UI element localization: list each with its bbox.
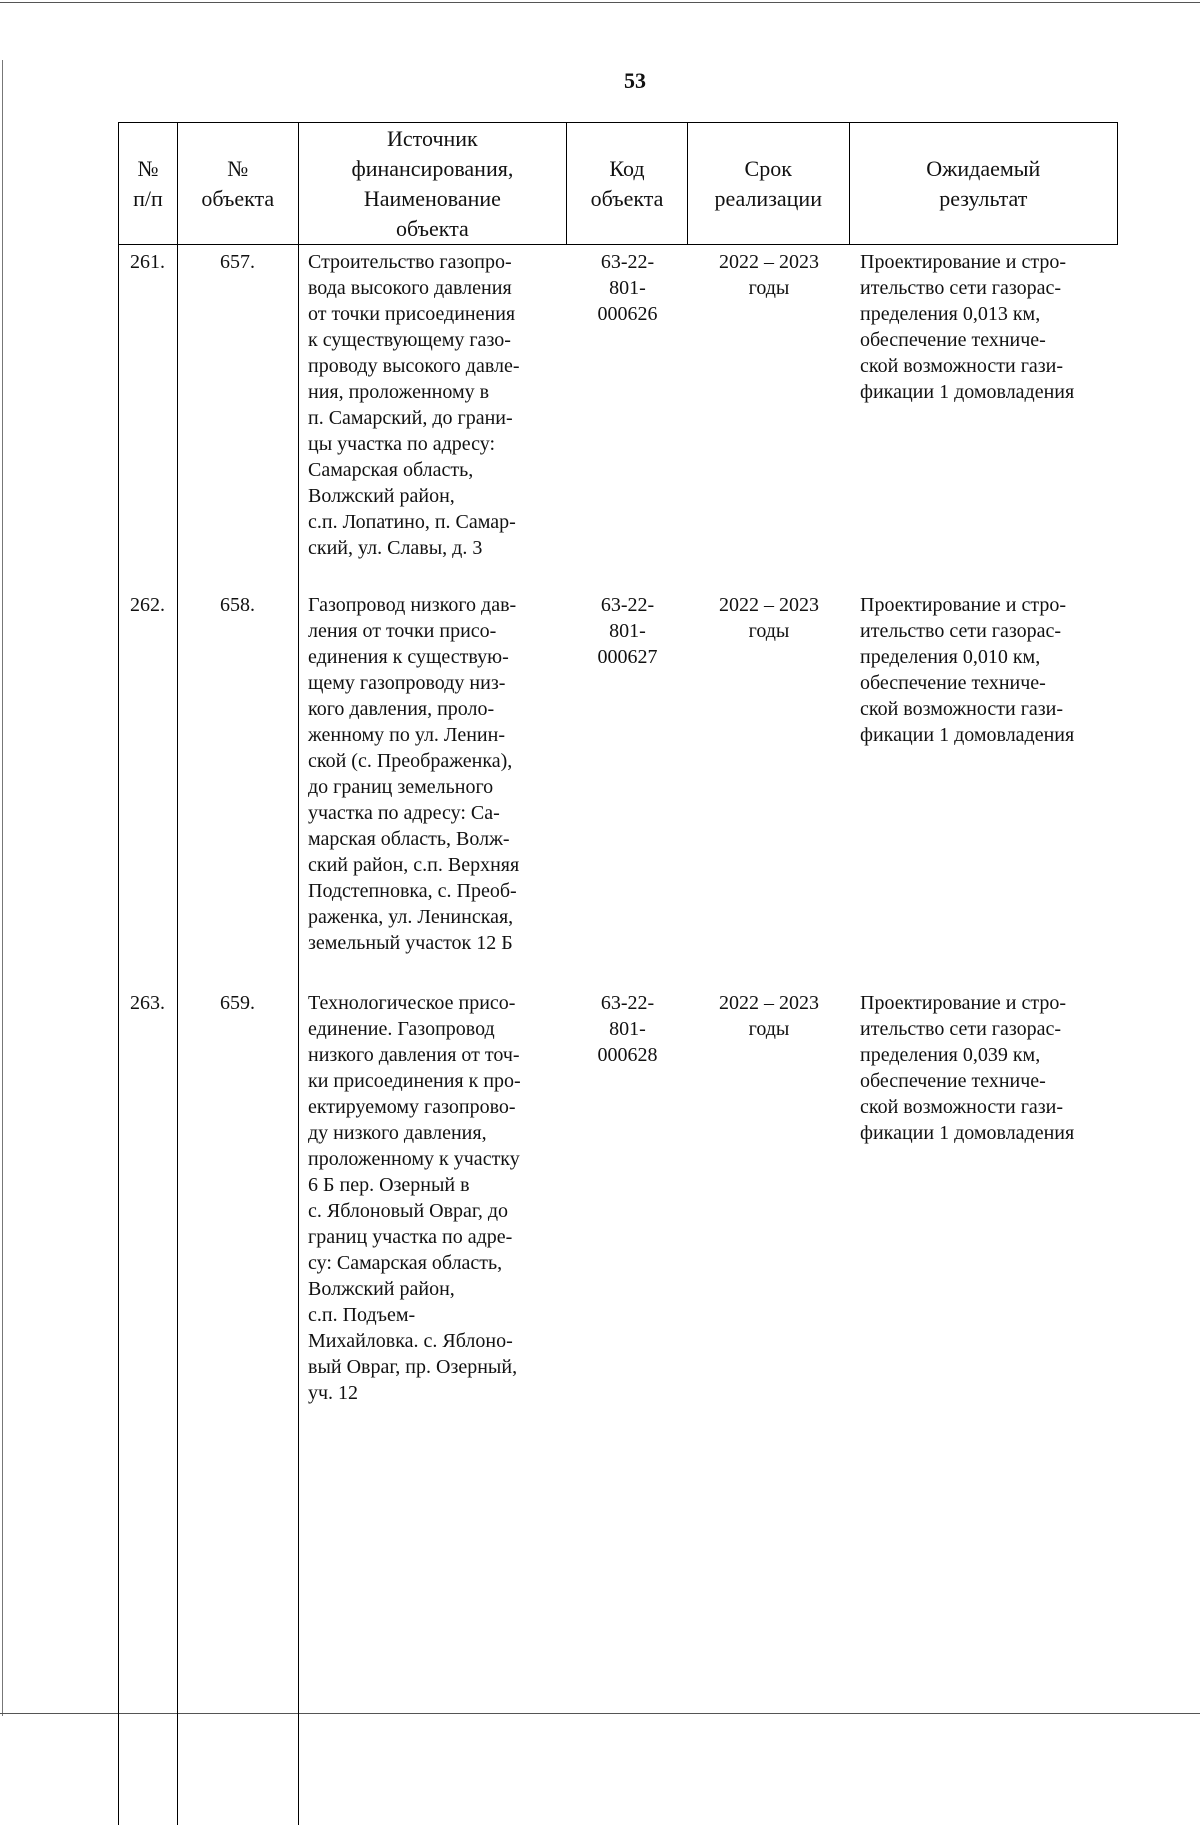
- scan-border-left: [2, 60, 3, 1716]
- header-text: Источник финансирования, Наименование объекта: [351, 125, 514, 241]
- cell-term: 2022 – 2023 годы: [719, 251, 819, 299]
- table-header: [118, 122, 1118, 245]
- cell-object-name: Газопровод низкого дав- ления от точки присо- единения к существую- щему газопроводу низ- кого давления, проло- женному по ул. Ленин- ской (с. Преображенка), до границ земельного участка по адресу: Са- марская область, Волж- ский район, с.п. Верхняя Подстепновка, с. Преоб- раженка, ул. Ленинская, земельный участок 12 Б: [308, 594, 520, 954]
- cell-term: 2022 – 2023 годы: [719, 992, 819, 1040]
- cell-row-number: 262.: [130, 594, 165, 616]
- table-row: [118, 986, 1118, 1426]
- column-border: [118, 245, 119, 1825]
- column-border: [177, 245, 178, 1825]
- header-text: № объекта: [201, 155, 275, 211]
- cell-object-number: 658.: [220, 594, 255, 616]
- page-number: 53: [624, 68, 646, 93]
- table-row: [118, 588, 1118, 986]
- column-border: [298, 245, 299, 1825]
- header-expected-result: [850, 123, 1117, 244]
- cell-result: Проектирование и стро- ительство сети газорас- пределения 0,013 км, обеспечение техниче- ской возможности гази- фикации 1 домовладения: [860, 251, 1075, 403]
- header-implementation-term: [688, 123, 850, 244]
- cell-object-code: 63-22- 801- 000626: [597, 251, 658, 325]
- header-text: № п/п: [133, 155, 163, 211]
- objects-table: [118, 122, 1118, 1426]
- cell-result: Проектирование и стро- ительство сети газорас- пределения 0,039 км, обеспечение техниче- ской возможности гази- фикации 1 домовладения: [860, 992, 1075, 1144]
- cell-object-code: 63-22- 801- 000627: [597, 594, 658, 668]
- header-object-code: [567, 123, 688, 244]
- header-row-number: [119, 123, 178, 244]
- header-object-number: [178, 123, 299, 244]
- header-financing-source: [299, 123, 567, 244]
- header-text: Срок реализации: [714, 155, 822, 211]
- scan-border-bottom: [0, 1713, 1200, 1714]
- table-row: [118, 245, 1118, 588]
- header-text: Ожидаемый результат: [926, 155, 1041, 211]
- cell-term: 2022 – 2023 годы: [719, 594, 819, 642]
- cell-object-name: Строительство газопро- вода высокого давления от точки присоединения к существующему газо- проводу высокого давле- ния, проложенному в п. Самарский, до грани- цы участка по адресу: Самарская область, Волжский район, с.п. Лопатино, п. Самар- ский, ул. Славы, д. 3: [308, 251, 520, 559]
- table-body: [118, 245, 1118, 1426]
- cell-row-number: 261.: [130, 251, 165, 273]
- header-text: Код объекта: [590, 155, 664, 211]
- cell-object-code: 63-22- 801- 000628: [597, 992, 658, 1066]
- cell-result: Проектирование и стро- ительство сети газорас- пределения 0,010 км, обеспечение техниче- ской возможности гази- фикации 1 домовладения: [860, 594, 1075, 746]
- cell-object-number: 659.: [220, 992, 255, 1014]
- cell-object-number: 657.: [220, 251, 255, 273]
- cell-row-number: 263.: [130, 992, 165, 1014]
- cell-object-name: Технологическое присо- единение. Газопровод низкого давления от точ- ки присоединения к про- ектируемому газопрово- ду низкого давления, проложенному к участку 6 Б пер. Озерный в с. Яблоновый Овраг, до границ участка по адре- су: Самарская область, Волжский район, с.п. Подъем- Михайловка. с. Яблоно- вый Овраг, пр. Озерный, уч. 12: [308, 992, 521, 1404]
- scan-border-top: [0, 2, 1200, 3]
